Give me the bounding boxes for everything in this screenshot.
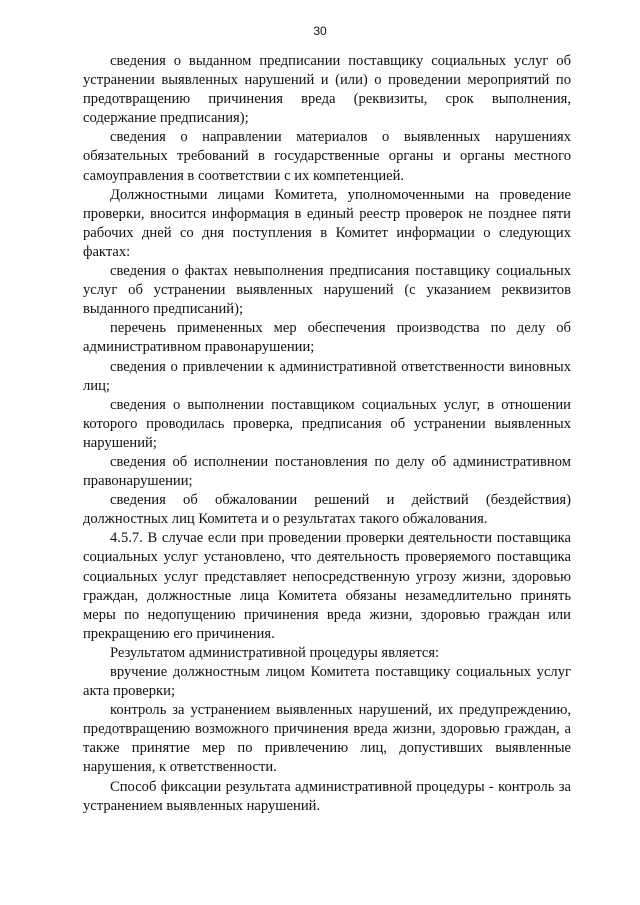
paragraph-14: Способ фиксации результата административной процедуры - контроль за устранением выявленных нарушений.: [83, 778, 571, 814]
paragraph-6: сведения о привлечении к административной ответственности виновных лиц;: [83, 358, 571, 394]
paragraph-2: сведения о направлении материалов о выявленных нарушениях обязательных требований в государственные органы и органы местного самоуправления в соответствии с их компетенцией.: [83, 129, 571, 184]
page-number: 30: [313, 24, 327, 38]
paragraph-9: сведения об обжаловании решений и действий (бездействия) должностных лиц Комитета и о результатах такого обжалования.: [83, 492, 571, 528]
paragraph-10: 4.5.7. В случае если при проведении проверки деятельности поставщика социальных услуг установлено, что деятельность проверяемого поставщика социальных услуг представляет непосредственную угрозу жизни, здоровью граждан, должностные лица Комитета обязаны незамедлительно принять меры по недопущению причинения вреда жизни, здоровью граждан или прекращению его причинения.: [83, 530, 571, 642]
paragraph-13: контроль за устранением выявленных нарушений, их предупреждению, предотвращению возможного причинения вреда жизни, здоровью граждан, а также принятие мер по привлечению лиц, допустивших выявленные нарушения, к ответственности.: [83, 702, 571, 776]
document-body: [83, 52, 571, 816]
paragraph-8: сведения об исполнении постановления по делу об административном правонарушении;: [83, 453, 571, 490]
paragraph-1: сведения о выданном предписании поставщику социальных услуг об устранении выявленных нарушений и (или) о проведении мероприятий по предотвращению причинения вреда (реквизиты, срок выполнения, содержание предписания);: [83, 53, 571, 127]
paragraph-12: вручение должностным лицом Комитета поставщику социальных услуг акта проверки;: [83, 664, 571, 700]
paragraph-11: Результатом административной процедуры является:: [110, 644, 440, 661]
paragraph-3: Должностными лицами Комитета, уполномоченными на проведение проверки, вносится информация в единый реестр проверок не позднее пяти рабочих дней со дня поступления в Комитет информации о следующих фактах:: [83, 186, 571, 260]
paragraph-5: перечень примененных мер обеспечения производства по делу об административном правонарушении;: [83, 320, 571, 356]
paragraph-4: сведения о фактах невыполнения предписания поставщику социальных услуг об устранении выявленных нарушений (с указанием реквизитов выданного предписаний);: [83, 263, 571, 318]
paragraph-7: сведения о выполнении поставщиком социальных услуг, в отношении которого проводилась проверка, предписания об устранении выявленных нарушений;: [83, 396, 571, 451]
